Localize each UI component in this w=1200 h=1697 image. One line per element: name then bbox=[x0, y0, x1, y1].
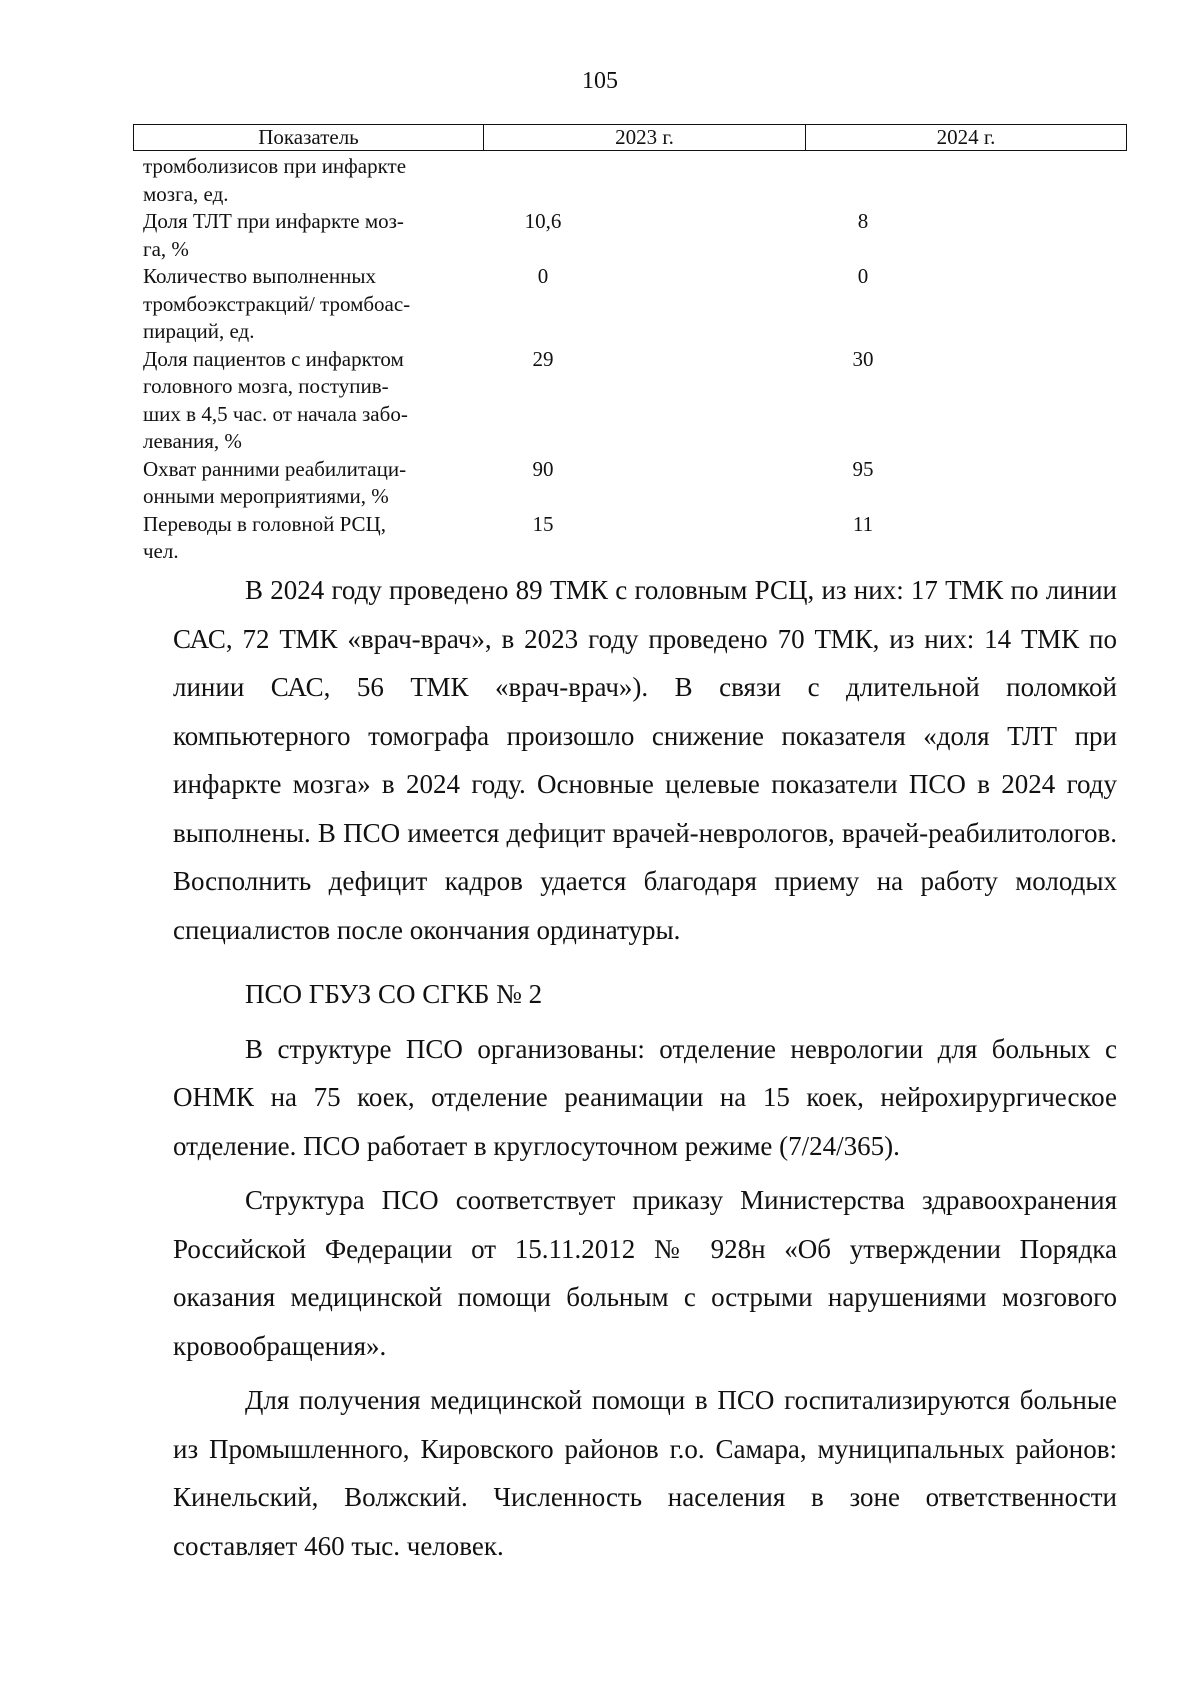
section-heading: ПСО ГБУЗ СО СГКБ № 2 bbox=[245, 979, 543, 1009]
table-body bbox=[143, 153, 1127, 566]
paragraph-population: Для получения медицинской помощи в ПСО госпитализируются больные из Промышленного, Кировского районов г.о. Самара, муниципальных районов: Кинельский, Волжский. Численность населения в зоне ответственности составляет 460 тыс. человек. bbox=[173, 1385, 1117, 1561]
row-value-2024: 0 bbox=[857, 264, 869, 288]
row-label: тромболизисов при инфаркте мозга, ед. bbox=[143, 154, 407, 206]
table-row bbox=[143, 153, 1127, 208]
paragraph-tmk: В 2024 году проведено 89 ТМК с головным РСЦ, из них: 17 ТМК по линии САС, 72 ТМК «врач-врач», в 2023 году проведено 70 ТМК, из них: 14 ТМК по линии САС, 56 ТМК «врач-врач»). В связи с длительной поломкой компьютерного томографа произошло снижение показателя «доля ТЛТ при инфаркте мозга» в 2024 году. Основные целевые показатели ПСО в 2024 году выполнены. В ПСО имеется дефицит врачей-неврологов, врачей-реабилитологов. Восполнить дефицит кадров удается благодаря приему на работу молодых специалистов после окончания ординатуры. bbox=[173, 575, 1117, 945]
row-value-2023: 15 bbox=[532, 511, 554, 536]
row-label: Переводы в головной РСЦ, чел. bbox=[143, 511, 386, 563]
row-value-2023: 29 bbox=[532, 346, 554, 371]
row-value-2023: 90 bbox=[532, 456, 554, 481]
row-value-2024: 95 bbox=[852, 456, 874, 481]
table-header bbox=[133, 124, 1127, 151]
row-value-2023: 10,6 bbox=[524, 209, 562, 233]
table-row bbox=[143, 208, 1127, 263]
row-value-2024: 11 bbox=[852, 511, 874, 536]
row-label: Количество выполненных тромбоэкстракций/ тромбоас- пираций, ед. bbox=[143, 264, 411, 343]
table-row bbox=[143, 456, 1127, 511]
row-value-2024: 30 bbox=[852, 346, 874, 371]
body-text-2 bbox=[173, 970, 1117, 1570]
header-indicator: Показатель bbox=[134, 125, 484, 150]
row-label: Охват ранними реабилитаци- онными мероприятиями, % bbox=[143, 456, 407, 508]
header-2024: 2024 г. bbox=[936, 125, 996, 149]
paragraph-order: Структура ПСО соответствует приказу Министерства здравоохранения Российской Федерации от 15.11.2012 № 928н «Об утверждении Порядка оказания медицинской помощи больным с острыми нарушениями мозгового кровообращения». bbox=[173, 1185, 1117, 1361]
row-label: Доля ТЛТ при инфаркте моз- га, % bbox=[143, 209, 404, 261]
row-value-2024: 8 bbox=[857, 209, 869, 233]
table-row bbox=[143, 263, 1127, 346]
row-value-2023: 0 bbox=[537, 264, 549, 288]
table-row bbox=[143, 346, 1127, 456]
page-number: 105 bbox=[582, 68, 618, 94]
body-text-1 bbox=[173, 566, 1117, 954]
table-row bbox=[143, 511, 1127, 566]
row-label: Доля пациентов с инфарктом головного мозга, поступив- ших в 4,5 час. от начала забо- левания, % bbox=[143, 346, 408, 453]
paragraph-structure: В структуре ПСО организованы: отделение неврологии для больных с ОНМК на 75 коек, отделение реанимации на 15 коек, нейрохирургическое отделение. ПСО работает в круглосуточном режиме (7/24/365). bbox=[173, 1033, 1117, 1161]
header-2023: 2023 г. bbox=[484, 125, 806, 150]
